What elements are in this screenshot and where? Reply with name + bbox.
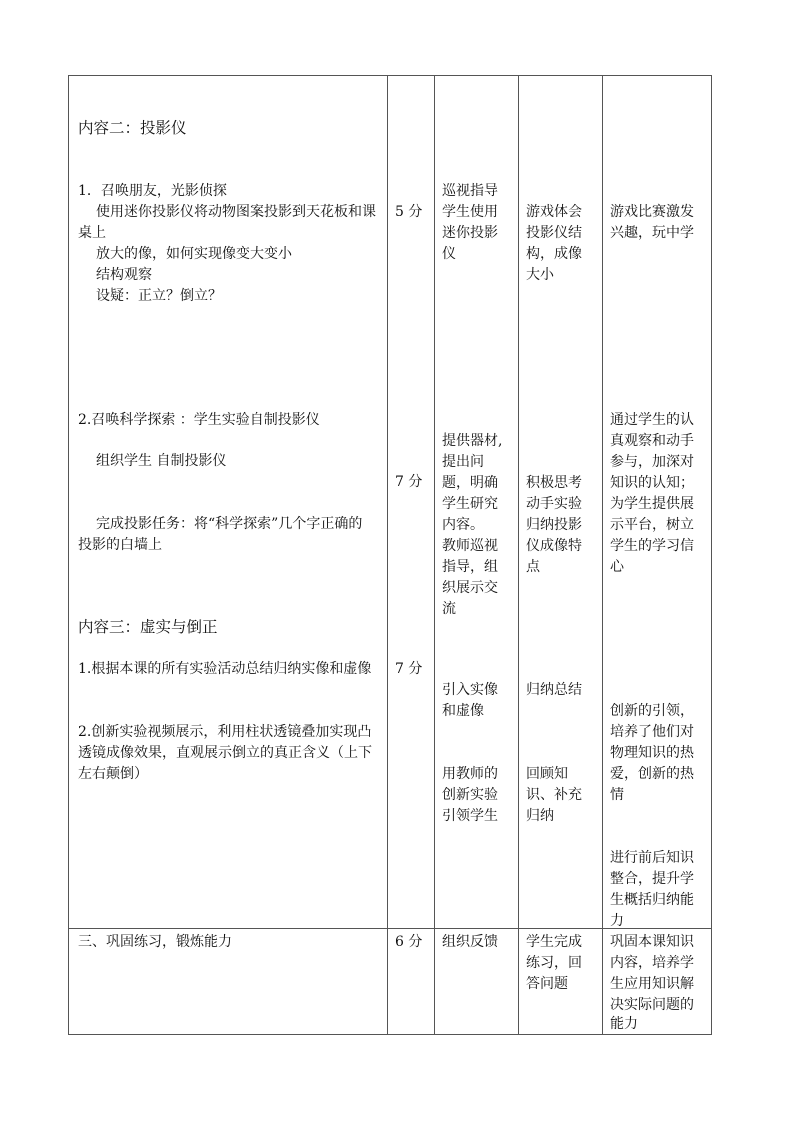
intent-line: 知识的认知；	[610, 475, 694, 491]
intent-line: 进行前后知识	[610, 850, 694, 866]
student-line: 点	[526, 559, 540, 575]
intent-line: 培养了他们对	[610, 724, 694, 740]
teacher-line: 和虚像	[442, 703, 484, 719]
intent-line: 整合，提升学	[610, 871, 694, 887]
item2-title: 2.召唤科学探索 ：学生实验自制投影仪	[78, 412, 320, 428]
teacher-line: 组织反馈	[442, 934, 498, 950]
intent-line: 生应用知识解	[610, 976, 694, 992]
teacher-line: 创新实验	[442, 787, 498, 803]
intent-line: 游戏比赛激发	[610, 204, 694, 220]
time-cell: 5 分	[395, 204, 423, 220]
column-divider-student	[518, 75, 519, 1035]
teacher-line: 学生使用	[442, 204, 498, 220]
student-line: 练习，回	[526, 955, 582, 971]
intent-line: 创新的引领，	[610, 703, 694, 719]
intent-line: 参与，加深对	[610, 454, 694, 470]
teacher-line: 内容。	[442, 517, 484, 533]
student-line: 识、补充	[526, 787, 582, 803]
time-cell: 6 分	[395, 934, 423, 950]
student-line: 学生完成	[526, 934, 582, 950]
column-divider-intent	[602, 75, 603, 1035]
intent-line: 内容，培养学	[610, 955, 694, 971]
intent-line: 兴趣，玩中学	[610, 225, 694, 241]
student-line: 仪成像特	[526, 538, 582, 554]
table-right-border	[711, 75, 712, 1035]
intent-line: 能力	[610, 1016, 638, 1032]
student-line: 归纳总结	[526, 682, 582, 698]
item4-line: 2.创新实验视频展示，利用柱状透镜叠加实现凸	[78, 724, 372, 740]
student-line: 游戏体会	[526, 204, 582, 220]
teacher-line: 提出问	[442, 454, 484, 470]
table-top-border	[68, 75, 712, 76]
item2-line: 完成投影任务：将“科学探索”几个字正确的	[96, 516, 363, 532]
item2-line: 投影的白墙上	[78, 537, 162, 553]
student-line: 动手实验	[526, 496, 582, 512]
teacher-line: 用教师的	[442, 766, 498, 782]
teacher-line: 提供器材,	[442, 433, 503, 449]
teacher-line: 流	[442, 601, 456, 617]
teacher-line: 仪	[442, 246, 456, 262]
teacher-line: 巡视指导	[442, 183, 498, 199]
column-divider-time	[387, 75, 388, 1035]
student-line: 归纳投影	[526, 517, 582, 533]
section-heading-real-virtual: 内容三：虚实与倒正	[78, 618, 218, 636]
teacher-line: 引入实像	[442, 682, 498, 698]
intent-line: 情	[610, 787, 624, 803]
item4-line: 左右颠倒）	[78, 766, 148, 782]
item1-line: 设疑：正立？倒立？	[96, 288, 222, 304]
item1-title: 1．召唤朋友，光影侦探	[78, 183, 227, 199]
intent-line: 决实际问题的	[610, 997, 694, 1013]
item4-line: 透镜成像效果，直观展示倒立的真正含义（上下	[78, 745, 372, 761]
item1-line: 结构观察	[96, 267, 152, 283]
student-line: 投影仪结	[526, 225, 582, 241]
item1-line: 使用迷你投影仪将动物图案投影到天花板和课	[96, 204, 376, 220]
time-cell: 7 分	[395, 474, 423, 490]
teacher-line: 迷你投影	[442, 225, 498, 241]
intent-line: 心	[610, 559, 624, 575]
item2-line: 组织学生 自制投影仪	[96, 453, 227, 469]
time-cell: 7 分	[395, 661, 423, 677]
intent-line: 巩固本课知识	[610, 934, 694, 950]
intent-line: 通过学生的认	[610, 412, 694, 428]
consolidation-heading: 三、巩固练习，锻炼能力	[78, 934, 232, 950]
teacher-line: 题，明确	[442, 475, 498, 491]
intent-line: 力	[610, 913, 624, 929]
student-line: 归纳	[526, 808, 554, 824]
table-left-border	[68, 75, 69, 1035]
item1-line: 桌上	[78, 225, 106, 241]
section-heading-projector: 内容二：投影仪	[78, 119, 187, 137]
teacher-line: 学生研究	[442, 496, 498, 512]
intent-line: 爱，创新的热	[610, 766, 694, 782]
intent-line: 生概括归纳能	[610, 892, 694, 908]
intent-line: 物理知识的热	[610, 745, 694, 761]
intent-line: 示平台，树立	[610, 517, 694, 533]
teacher-line: 织展示交	[442, 580, 498, 596]
column-divider-teacher	[434, 75, 435, 1035]
item3-line: 1.根据本课的所有实验活动总结归纳实像和虚像	[78, 661, 372, 677]
item1-line: 放大的像，如何实现像变大变小	[96, 246, 292, 262]
student-line: 答问题	[526, 976, 568, 992]
student-line: 回顾知	[526, 766, 568, 782]
intent-line: 真观察和动手	[610, 433, 694, 449]
teacher-line: 引领学生	[442, 808, 498, 824]
intent-line: 学生的学习信	[610, 538, 694, 554]
teacher-line: 指导，组	[442, 559, 498, 575]
student-line: 大小	[526, 267, 554, 283]
student-line: 构，成像	[526, 246, 582, 262]
student-line: 积极思考	[526, 475, 582, 491]
intent-line: 为学生提供展	[610, 496, 694, 512]
teacher-line: 教师巡视	[442, 538, 498, 554]
